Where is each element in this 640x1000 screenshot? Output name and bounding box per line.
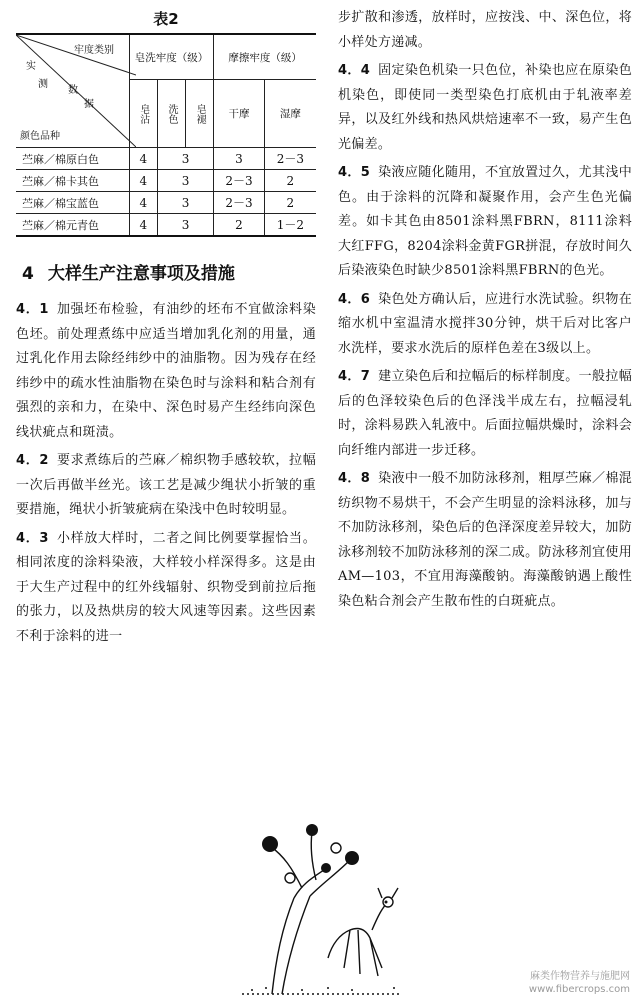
- paragraph-number: 4．8: [338, 471, 371, 486]
- table-row: [16, 170, 316, 192]
- corner-label-ce: 测: [38, 79, 48, 90]
- paragraph-4-5: [338, 161, 632, 284]
- cell-value: 2－3: [214, 170, 264, 192]
- wash-fastness-header: 皂洗牢度（级）: [129, 34, 214, 80]
- sub-header-soap-fade: 皂褪: [186, 80, 214, 148]
- paragraph-text: 步扩散和渗透，放样时，应按浅、中、深色位，将小样处方递减。: [338, 10, 632, 50]
- sub-header-wet-rub: 湿摩: [264, 80, 316, 148]
- row-label: 苎麻／棉元青色: [16, 214, 129, 237]
- paragraph-text: 要求煮练后的苎麻／棉织物手感较软，拉幅一次后再做半丝光。该工艺是减少绳状小折皱的重要措施，绳状小折皱疵病在染浅中色时较明显。: [16, 453, 316, 517]
- rub-fastness-header: 摩擦牢度（级）: [214, 34, 316, 80]
- paragraph-text: 染液应随化随用，不宜放置过久，尤其浅中色。由于涂料的沉降和凝聚作用，会产生色光偏差。如卡其色由8501涂料黑FBRN，8111涂料大红FFG，8204涂料金黄FGR拼混，存放时间久后染液染色时缺少8501涂料黑FBRN的色光。: [338, 165, 632, 278]
- paragraph-number: 4．7: [338, 369, 371, 384]
- left-column: [16, 0, 316, 653]
- cell-value: 4: [129, 148, 157, 170]
- cell-value: 4: [129, 170, 157, 192]
- row-label: 苎麻／棉卡其色: [16, 170, 129, 192]
- section-title: 大样生产注意事项及措施: [47, 264, 235, 284]
- paragraph-text: 染色处方确认后，应进行水洗试验。织物在缩水机中室温清水搅拌30分钟，烘干后对比客户水洗样，要求水洗后的原样色差在3级以上。: [338, 291, 632, 356]
- cell-value: 1－2: [264, 214, 316, 237]
- watermark-site-name: 麻类作物营养与施肥网: [530, 971, 630, 982]
- cell-value: 2: [264, 170, 316, 192]
- paragraph-text: 加强坯布检验，有油纱的坯布不宜做涂料染色坯。前处理煮练中应适当增加乳化剂的用量，通过乳化作用去除经纬纱中的油脂物。因为残存在经纬纱中的疏水性油脂物在染色时与涂料和粘合剂有强烈的亲和力，在染中、深色时易产生经纬向深色线状疵点和斑渍。: [16, 302, 316, 440]
- cell-value: 3: [157, 170, 213, 192]
- paragraph-4-8: [338, 467, 632, 614]
- table-corner-header: [16, 34, 129, 148]
- cell-value: 3: [157, 214, 213, 237]
- corner-label-ju: 据: [84, 99, 94, 110]
- paragraph-4-3: [16, 527, 316, 650]
- section-heading: [22, 259, 316, 284]
- paragraph-4-6: [338, 288, 632, 362]
- cell-value: 2－3: [214, 192, 264, 214]
- paragraph-text: 建立染色后和拉幅后的标样制度。一般拉幅后的色泽较染色后的色泽浅半成左右，拉幅浸轧时，涂料易跌入轧液中。后面拉幅烘燥时，涂料会向纤维内部进一步迁移。: [338, 369, 632, 458]
- table-title: 表2: [153, 10, 179, 28]
- paragraph-4-4: [338, 59, 632, 157]
- table-row: [16, 192, 316, 214]
- table-row: [16, 148, 316, 170]
- paragraph-4-7: [338, 365, 632, 463]
- cell-value: 2: [264, 192, 316, 214]
- paragraph-number: 4．4: [338, 63, 371, 78]
- sub-header-wash-color: 洗色: [157, 80, 185, 148]
- paragraph-text: 固定染色机染一只色位，补染也应在原染色机染色，即使同一类型染色打底机由于轧液率差异，以及红外线和热风烘焙速率不一致，易产生色光偏差。: [338, 63, 632, 152]
- paragraph-number: 4．6: [338, 291, 371, 307]
- fastness-table: [16, 33, 316, 237]
- deer-flower-illustration: [232, 818, 412, 996]
- corner-label-color: 颜色品种: [20, 131, 60, 142]
- cell-value: 4: [129, 214, 157, 237]
- deer-legs: [328, 928, 382, 976]
- paragraph-text: 小样放大样时，二者之间比例要掌握恰当。相同浓度的涂料染液，大样较小样深得多。这是由于大生产过程中的红外线辐射、织物受到前拉后拖的张力，以及热烘房的较大风速等因素。这些因素不利于涂料的进一: [16, 530, 316, 644]
- table-row: [16, 214, 316, 237]
- cell-value: 3: [157, 192, 213, 214]
- corner-label-category: 牢度类别: [74, 45, 114, 56]
- corner-label-shu: 数: [68, 85, 78, 96]
- sub-header-soap-stain: 皂沾: [129, 80, 157, 148]
- stem-line: [272, 898, 294, 994]
- paragraph-number: 4．5: [338, 165, 371, 180]
- cell-value: 3: [157, 148, 213, 170]
- corner-label-shi: 实: [26, 61, 36, 72]
- sub-header-dry-rub: 干摩: [214, 80, 264, 148]
- watermark-url: www.fibercrops.com: [528, 984, 630, 995]
- section-number: 4: [22, 264, 34, 284]
- paragraph-number: 4．1: [16, 302, 49, 317]
- row-label: 苎麻／棉原白色: [16, 148, 129, 170]
- right-column: [338, 0, 632, 618]
- cell-value: 2: [214, 214, 264, 237]
- paragraph-text: 染液中一般不加防泳移剂，粗厚苎麻／棉混纺织物不易烘干，不会产生明显的涂料泳移，加与不加防泳移剂，染色后的色泽深度差异较大，加防泳移剂较不加防泳移剂的深二成。防泳移剂宜使用AM—103，不宜用海藻酸钠。海藻酸钠遇上酸性染色粘合剂会产生散布性的白斑疵点。: [338, 471, 632, 609]
- cell-value: 4: [129, 192, 157, 214]
- paragraph-4-1: [16, 298, 316, 445]
- paragraph-4-2: [16, 449, 316, 523]
- cell-value: 3: [214, 148, 264, 170]
- watermark: [529, 970, 630, 996]
- row-label: 苎麻／棉宝蓝色: [16, 192, 129, 214]
- paragraph-number: 4．2: [16, 453, 49, 468]
- paragraph-number: 4．3: [16, 530, 49, 546]
- cell-value: 2－3: [264, 148, 316, 170]
- paragraph-continued: [338, 6, 632, 55]
